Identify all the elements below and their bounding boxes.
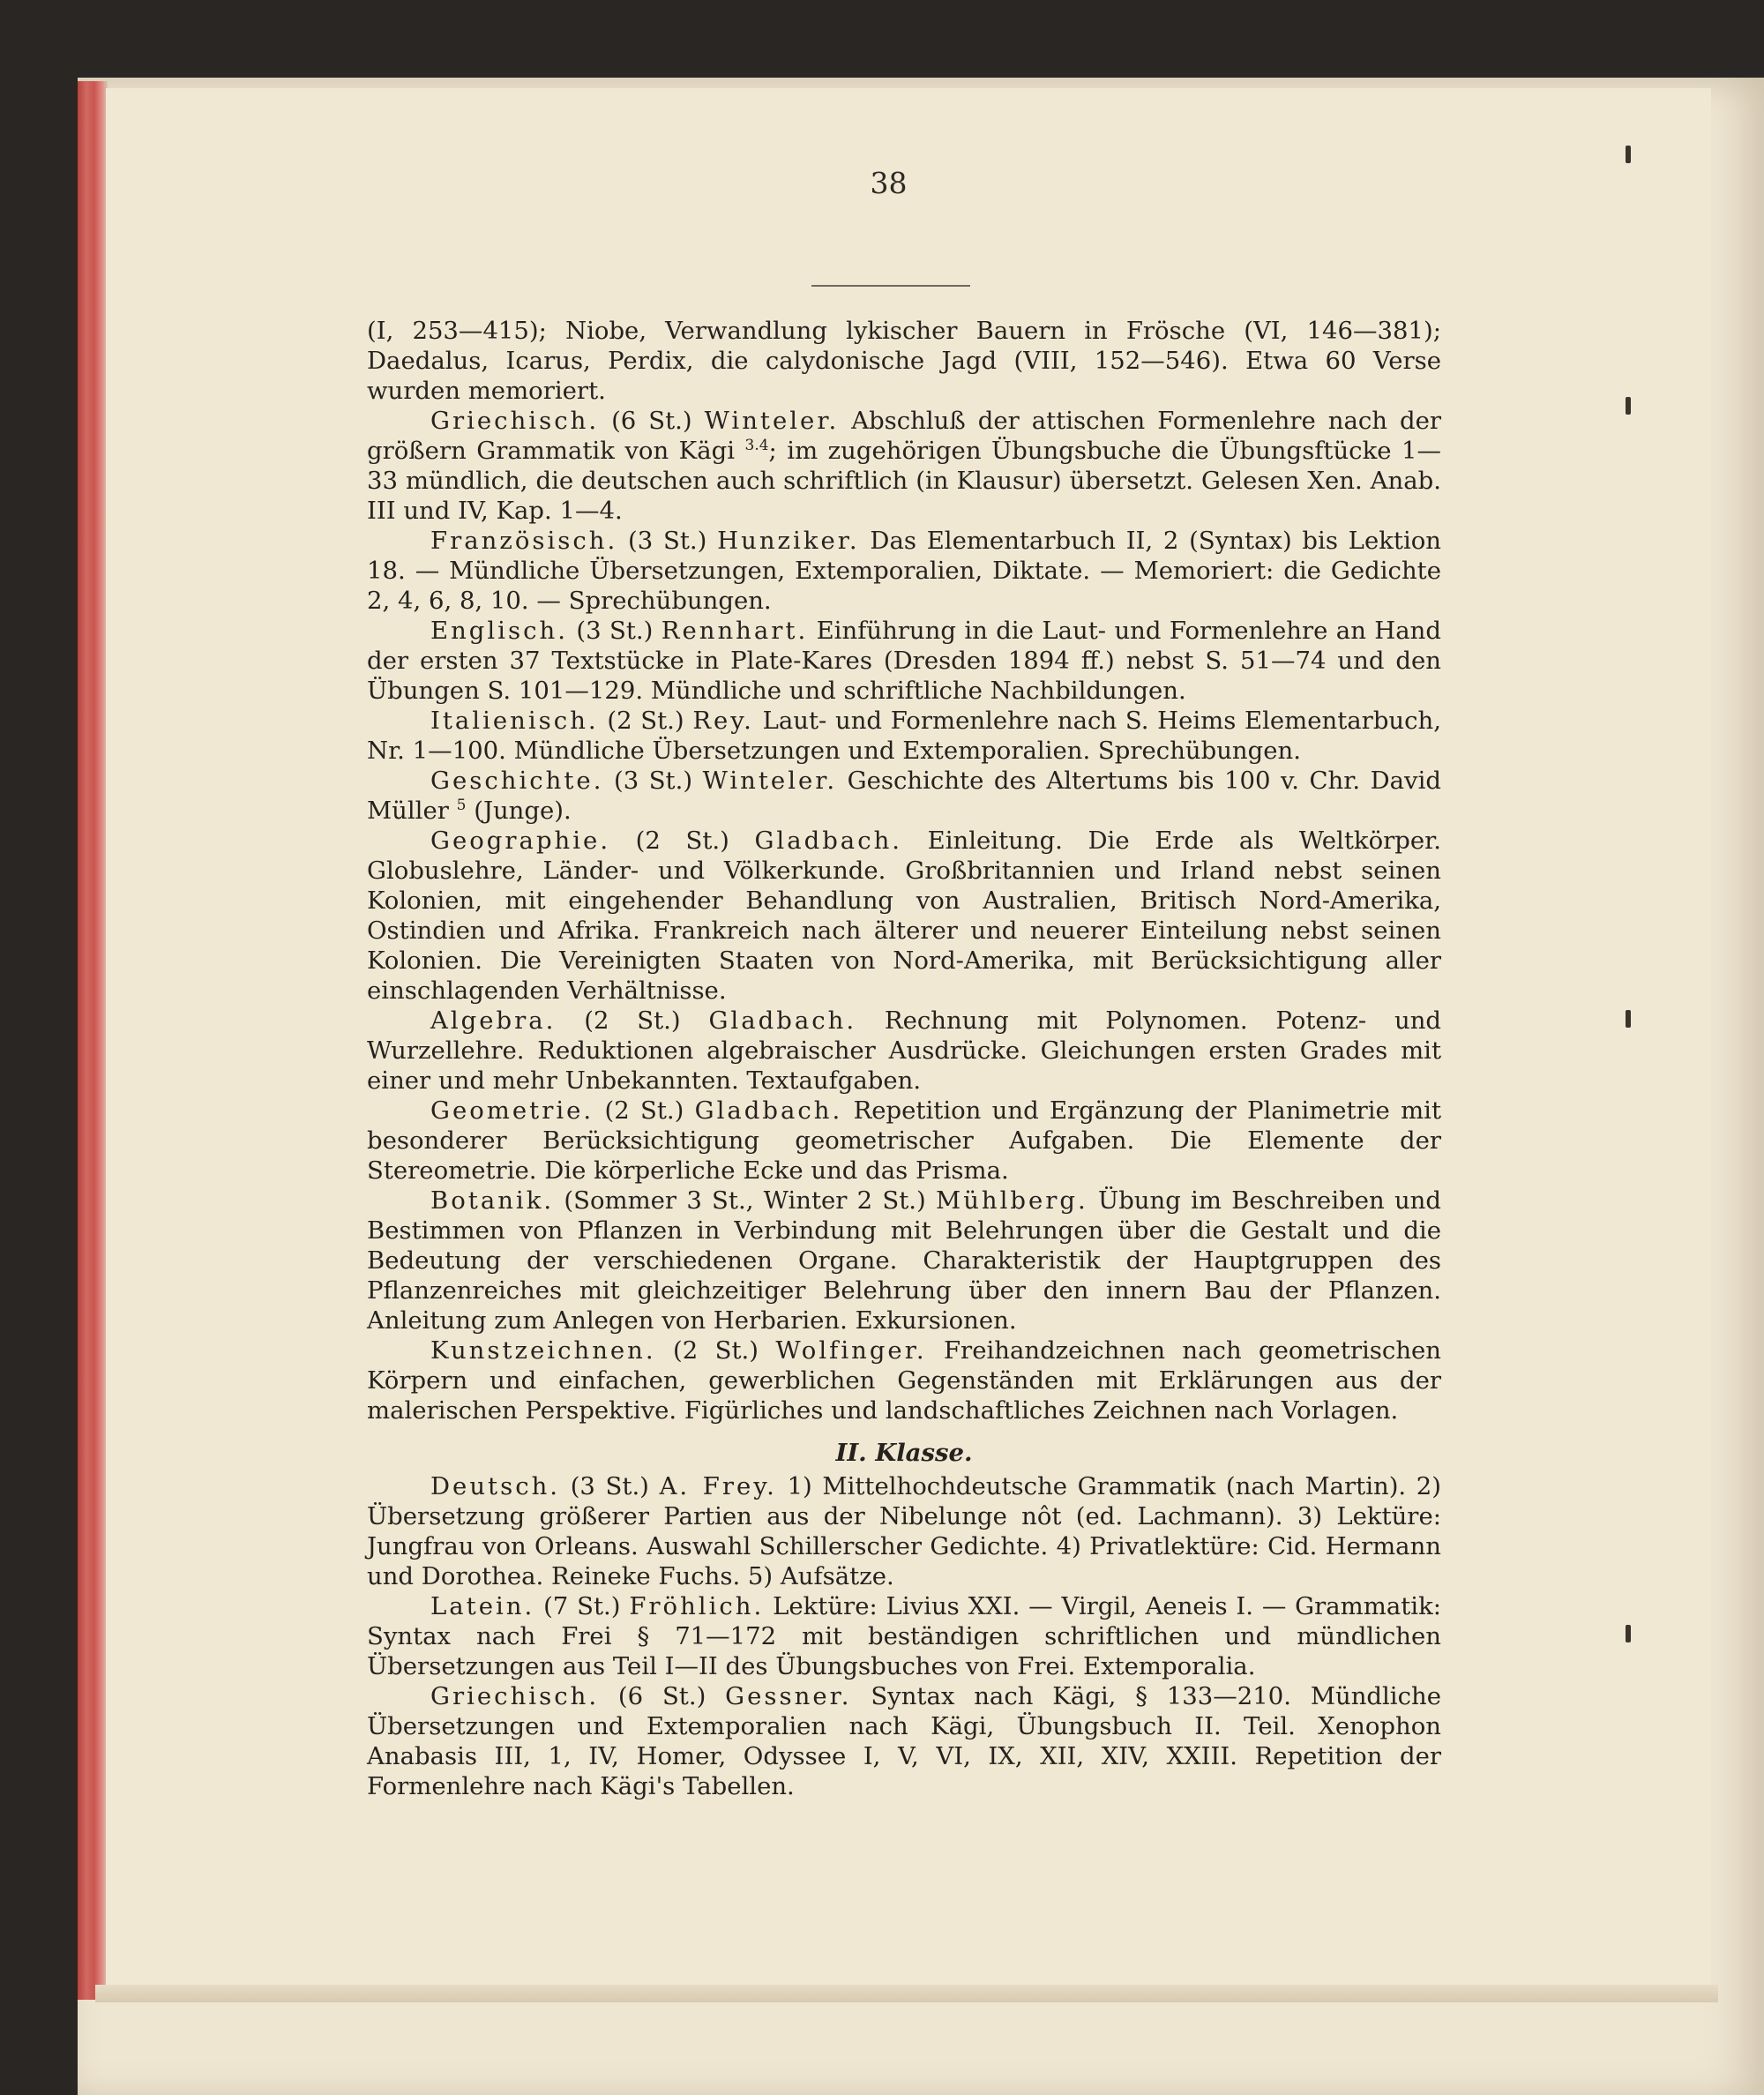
paragraph	[367, 1006, 1441, 1096]
paragraph-hours: (6 St.)	[617, 1682, 706, 1710]
paragraph-text: Übung im Beschreiben und Bestimmen von Pflanzen in Verbindung mit Belehrungen über die Gestalt und die Bedeutung der verschiedenen Organe. Charakteristik der Hauptgruppen des Pflanzenreiches mit gleichzeitiger Belehrung über den innern Bau der Pflanzen. Anleitung zum Anlegen von Herbarien. Exkursionen.	[367, 1186, 1441, 1335]
paragraph-text: Repetition und Ergänzung der Planimetrie mit besonderer Berücksichtigung geometrischer Aufgaben. Die Elemente der Stereometrie. Die körperliche Ecke und das Prisma.	[367, 1096, 1442, 1185]
paragraph-teacher: Gladbach.	[694, 1096, 843, 1125]
paragraph-subject: Griechisch.	[430, 1682, 600, 1710]
paragraph-text: Geschichte des Altertums bis 100 v. Chr. David Müller	[367, 767, 1441, 825]
paragraph-hours: (7 St.)	[543, 1592, 621, 1620]
paragraph-teacher: Hunziker.	[717, 527, 860, 555]
paragraph-text: Abschluß der attischen Formenlehre nach der größern Grammatik von Kägi	[367, 407, 1442, 465]
section-heading	[367, 1438, 1441, 1468]
paragraph-sup: 5	[456, 796, 467, 814]
paragraph-text: Das Elementarbuch II, 2 (Syntax) bis Lektion 18. — Mündliche Übersetzungen, Extemporalien, Diktate. — Memoriert: die Gedichte 2, 4, 6, 8, 10. — Sprechübungen.	[367, 527, 1442, 615]
paragraph-hours: (Sommer 3 St., Winter 2 St.)	[564, 1186, 926, 1215]
paragraph	[367, 1186, 1441, 1336]
paragraph-teacher: Winteler.	[702, 767, 838, 795]
paragraph	[367, 1336, 1441, 1425]
paragraph-subject: Französisch.	[430, 527, 618, 555]
paragraph	[367, 526, 1441, 616]
paragraph	[367, 316, 1441, 406]
paragraph	[367, 1471, 1441, 1591]
paragraph	[367, 826, 1441, 1006]
paragraph-subject: Englisch.	[430, 617, 568, 645]
paragraph	[367, 1681, 1441, 1801]
paragraph-hours: (2 St.)	[673, 1336, 759, 1365]
paragraph-text: (I, 253—415); Niobe, Verwandlung lykischer Bauern in Frösche (VI, 146—381); Daedalus, Icarus, Perdix, die calydonische Jagd (VIII, 152—546). Etwa 60 Verse wurden memoriert.	[367, 317, 1441, 405]
paragraph-hours: (3 St.)	[628, 527, 707, 555]
paragraph-text2: (Junge).	[466, 797, 572, 825]
paragraph-hours: (3 St.)	[570, 1472, 649, 1500]
paragraph-text: Syntax nach Kägi, § 133—210. Mündliche Übersetzungen und Extemporalien nach Kägi, Übungsbuch II. Teil. Xenophon Anabasis III, 1, IV, Homer, Odyssee I, V, VI, IX, XII, XIV, XXIII. Repetition der Formenlehre nach Kägi's Tabellen.	[367, 1682, 1441, 1800]
paragraph-subject: Geschichte.	[430, 767, 604, 795]
paragraph-sup: 3.4	[744, 436, 769, 454]
paragraph-text: Freihandzeichnen nach geometrischen Körpern und einfachen, gewerblichen Gegenständen mit Erklärungen aus der malerischen Perspektive. Figürliches und landschaftliches Zeichnen nach Vorlagen.	[367, 1336, 1442, 1425]
paragraph	[367, 406, 1441, 526]
paragraph-hours: (6 St.)	[611, 407, 692, 435]
paragraph-text: Einleitung. Die Erde als Weltkörper. Globuslehre, Länder- und Völkerkunde. Großbritannien und Irland nebst seinen Kolonien, mit eingehender Behandlung von Australien, Britisch Nord-Amerika, Ostindien und Afrika. Frankreich nach älterer und neuerer Einteilung nebst seinen Kolonien. Die Vereinigten Staaten von Nord-Amerika, mit Berücksichtigung aller einschlagenden Verhältnisse.	[367, 827, 1442, 1005]
margin-mark	[1626, 146, 1631, 163]
paragraph-subject: Geographie.	[430, 827, 611, 855]
page-number-rule	[811, 285, 970, 287]
page-number: 38	[870, 166, 908, 200]
paragraph-teacher: A. Frey.	[659, 1472, 777, 1500]
paragraph-teacher: Winteler.	[704, 407, 840, 435]
paragraph-subject: Deutsch.	[430, 1472, 561, 1500]
paragraph-hours: (2 St.)	[604, 1096, 684, 1125]
paragraph-text: Einführung in die Laut- und Formenlehre an Hand der ersten 37 Textstücke in Plate-Kares (Dresden 1894 ff.) nebst S. 51—74 und den Übungen S. 101—129. Mündliche und schriftliche Nachbildungen.	[367, 617, 1441, 705]
paragraph-text: Lektüre: Livius XXI. — Virgil, Aeneis I. — Grammatik: Syntax nach Frei § 71—172 mit beständigen schriftlichen und mündlichen Übersetzungen aus Teil I—II des Übungsbuches von Frei. Extemporalia.	[367, 1592, 1441, 1680]
margin-mark	[1626, 1625, 1631, 1642]
paragraph	[367, 766, 1441, 826]
paragraph-hours: (3 St.)	[576, 617, 654, 645]
paragraph-subject: Botanik.	[430, 1186, 555, 1215]
paragraph-hours: (3 St.)	[613, 767, 693, 795]
paragraph-text: II. Klasse.	[835, 1439, 973, 1467]
paragraph-hours: (2 St.)	[607, 707, 684, 735]
paragraph	[367, 1591, 1441, 1681]
paragraph	[367, 1096, 1441, 1186]
paragraph-subject: Italienisch.	[430, 707, 599, 735]
paragraph-teacher: Rey.	[692, 707, 754, 735]
page-bottom-edge	[95, 1985, 1718, 2002]
paragraph	[367, 706, 1441, 766]
paragraph-teacher: Gessner.	[725, 1682, 852, 1710]
paragraph-subject: Geometrie.	[430, 1096, 594, 1125]
paragraph-subject: Griechisch.	[430, 407, 600, 435]
paragraph-teacher: Wolfinger.	[775, 1336, 927, 1365]
paragraph-teacher: Gladbach.	[708, 1006, 857, 1035]
paragraph-teacher: Mühlberg.	[936, 1186, 1088, 1215]
margin-mark	[1626, 397, 1631, 415]
page-edge-red	[78, 81, 108, 2000]
paragraph-teacher: Gladbach.	[754, 827, 903, 855]
paragraph-text: Rechnung mit Polynomen. Potenz- und Wurzellehre. Reduktionen algebraischer Ausdrücke. Gleichungen ersten Grades mit einer und mehr Unbekannten. Textaufgaben.	[367, 1006, 1442, 1095]
paragraph-hours: (2 St.)	[584, 1006, 681, 1035]
paragraph-subject: Latein.	[430, 1592, 535, 1620]
paragraph-teacher: Rennhart.	[661, 617, 809, 645]
paragraph-teacher: Fröhlich.	[629, 1592, 765, 1620]
paragraph	[367, 616, 1441, 706]
paragraph-text: Laut- und Formenlehre nach S. Heims Elementarbuch, Nr. 1—100. Mündliche Übersetzungen und Extemporalien. Sprechübungen.	[367, 707, 1441, 765]
paragraph-hours: (2 St.)	[635, 827, 729, 855]
paragraph-text: 1) Mittelhochdeutsche Grammatik (nach Martin). 2) Übersetzung größerer Partien aus der Nibelunge nôt (ed. Lachmann). 3) Lektüre: Jungfrau von Orleans. Auswahl Schillerscher Gedichte. 4) Privatlektüre: Cid. Hermann und Dorothea. Reineke Fuchs. 5) Aufsätze.	[367, 1472, 1442, 1590]
body-text	[367, 316, 1441, 1801]
paragraph-text2: ; im zugehörigen Übungsbuche die Übungsftücke 1—33 mündlich, die deutschen auch schriftlich (in Klausur) übersetzt. Gelesen Xen. Anab. III und IV, Kap. 1—4.	[367, 437, 1441, 525]
paragraph-subject: Kunstzeichnen.	[430, 1336, 656, 1365]
margin-mark	[1626, 1010, 1631, 1028]
paragraph-subject: Algebra.	[430, 1006, 557, 1035]
